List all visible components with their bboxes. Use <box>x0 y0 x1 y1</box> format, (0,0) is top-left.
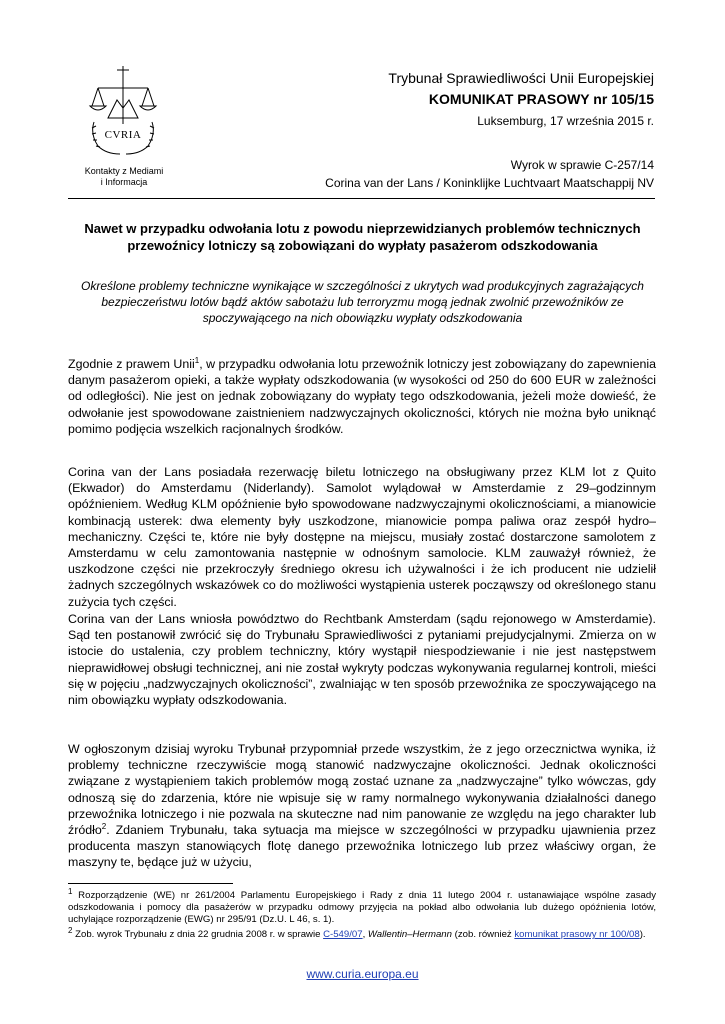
case-parties: Corina van der Lans / Koninklijke Luchtvaart Maatschappij NV <box>325 176 654 190</box>
footnote-ref-2: 2 <box>101 821 107 831</box>
press-release-number: KOMUNIKAT PRASOWY nr 105/15 <box>428 91 654 107</box>
institution-name: Trybunał Sprawiedliwości Unii Europejskiej <box>388 70 654 86</box>
footnote-2-text-c: (zob. również <box>451 929 515 940</box>
p4-text-a: W ogłoszonym dzisiaj wyroku Trybunał przypomniał przede wszystkim, że z jego orzecznictwa wynika, iż problemy techniczne rzeczywiście mogą stanowić nadzwyczajne okoliczności. Jednak okoliczności związane z wystąpieniem takich problemów mogą zostać uznane za „nadzwyczajne” tylko wówczas, gdy odnoszą się do zdarzenia, które nie wpisuje się w ramy normalnego wykonywania działalności danego przewoźnika lotniczego i nie pozwala na skuteczne nad nim panowanie ze względu na jego charakter lub źródło <box>68 742 656 838</box>
footnote-2-case-name: Wallentin–Hermann <box>367 929 452 940</box>
footnote-divider <box>68 883 233 884</box>
svg-text:CVRIA: CVRIA <box>104 129 142 141</box>
footnote-2-marker: 2 <box>68 925 73 935</box>
paragraph-4 <box>68 741 656 871</box>
paragraph-2: Corina van der Lans posiadała rezerwację biletu lotniczego na obsługiwany przez KLM lot z Quito (Ekwador) do Amsterdamu (Niderlandy). Samolot wylądował w Amsterdamie z 29–godzinnym opóźnieniem. Według KLM opóźnienie było spowodowane nadzwyczajnymi okolicznościami, a mianowicie kombinacją usterek: dwa elementy były uszkodzone, mianowicie pompa paliwa oraz zespół hydro–mechaniczny. Części te, które nie były dostępne na miejscu, musiały zostać dostarczone samolotem z Amsterdamu w celu zamontowania następnie w odnośnym samolocie. KLM zauważył również, że uszkodzone części nie przekroczyły średniego okresu ich używalności i że ich producent nie udzielił żadnych szczególnych wskazówek co do możliwości wystąpienia usterek począwszy od określonego stanu zużycia tych części. <box>68 465 656 609</box>
press-title: Nawet w przypadku odwołania lotu z powodu nieprzewidzianych problemów technicznych przewoźnicy lotniczy są zobowiązani do wypłaty pasażerom odszkodowania <box>84 221 641 253</box>
press-release-link-100-08[interactable]: komunikat prasowy nr 100/08 <box>514 929 640 940</box>
case-number: Wyrok w sprawie C-257/14 <box>510 158 654 172</box>
case-link-c-549-07[interactable]: C-549/07 <box>323 929 363 940</box>
footnote-2-text-a: Zob. wyrok Trybunału z dnia 22 grudnia 2008 r. w sprawie <box>72 929 324 940</box>
footer <box>0 967 725 981</box>
contacts-line2: i Informacja <box>100 177 148 187</box>
header-divider <box>68 198 655 199</box>
p4-text-b: . Zdaniem Trybunału, taka sytuacja ma miejsce w szczególności w przypadku ujawnienia przez producenta maszyn stanowiących flotę danego przewoźnika lotniczego lub przez właściwy organ, że maszyny te, będące już w użyciu, <box>68 823 656 870</box>
paragraph-3: Corina van der Lans wniosła powództwo do Rechtbank Amsterdam (sądu rejonowego w Amsterdamie). Sąd ten postanowił zwrócić się do Trybunału Sprawiedliwości z pytaniami prejudycjalnymi. Zmierza on w istocie do ustalenia, czy problem techniczny, który wystąpił niespodziewanie i nie jest następstwem nieprawidłowej obsługi technicznej, ani nie został wykryty podczas wykonywania regularnej kontroli, mieści się w pojęciu „nadzwyczajnych okoliczności”, zwalniając w ten sposób przewoźnika ze spoczywającego na nim obowiązku wypłaty odszkodowania. <box>68 612 656 708</box>
paragraph-1 <box>68 356 656 437</box>
footnote-1-text: Rozporządzenie (WE) nr 261/2004 Parlamentu Europejskiego i Rady z dnia 11 lutego 2004 r. ustanawiające wspólne zasady odszkodowania i pomocy dla pasażerów w przypadku odmowy przyjęcia na pokład albo odwołania lub dużego opóźnienia lotów, uchylające rozporządzenie (EWG) nr 295/91 (Dz.U. L 46, s. 1). <box>68 890 656 925</box>
curia-logo <box>84 62 162 160</box>
press-subtitle: Określone problemy techniczne wynikające w szczególności z ukrytych wad produkcyjnych zagrażających bezpieczeństwu lotów bądź aktów sabotażu lub terroryzmu mogą jednak zwolnić przewoźników ze spoczywającego na nich obowiązku wypłaty odszkodowania <box>81 279 644 325</box>
footnote-1-marker: 1 <box>68 886 73 896</box>
contacts-line1: Kontakty z Mediami <box>84 166 164 176</box>
footnote-2 <box>68 925 656 941</box>
place-date: Luksemburg, 17 września 2015 r. <box>477 114 654 128</box>
media-contacts <box>70 166 178 188</box>
p1-text-b: , w przypadku odwołania lotu przewoźnik lotniczy jest zobowiązany do zapewnienia danym pasażerom opieki, a także wypłaty odszkodowania (w wysokości od 250 do 600 EUR w zależności od odległości). Nie jest on jednak zobowiązany do wypłaty tego odszkodowania, jeżeli może dowieść, że odwołanie jest spowodowane zaistnieniem nadzwyczajnych okoliczności, których nie można było uniknąć pomimo podjęcia wszelkich racjonalnych środków. <box>68 357 657 436</box>
footnote-2-text-d: ). <box>639 929 646 940</box>
footnote-ref-1: 1 <box>194 355 200 365</box>
footnote-2-text-b: , <box>362 929 368 940</box>
curia-website-link[interactable]: www.curia.europa.eu <box>306 967 419 981</box>
p1-text-a: Zgodnie z prawem Unii <box>68 357 195 371</box>
footnote-1 <box>68 886 656 926</box>
